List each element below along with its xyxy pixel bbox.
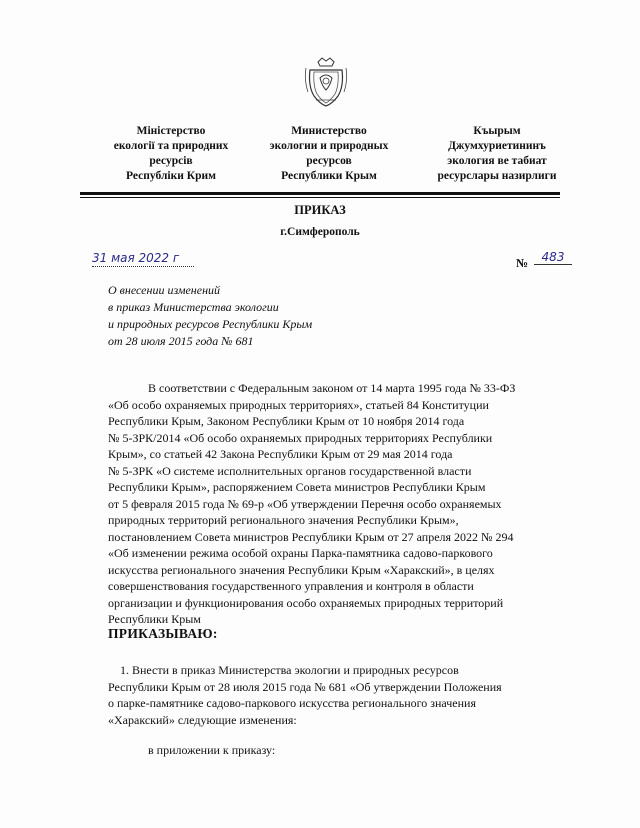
order-subject: О внесении изменений в приказ Министерства экологии и природных ресурсов Республики Крым от 28 июля 2015 года № 681 (108, 283, 313, 348)
header-divider-thick (80, 192, 560, 195)
document-title: ПРИКАЗ (294, 203, 346, 217)
order-heading: ПРИКАЗЫВАЮ: (108, 626, 218, 641)
preamble-paragraph: В соответствии с Федеральным законом от 14 марта 1995 года № 33-ФЗ «Об особо охраняемых природных территориях», статьей 84 Конституции Республики Крым, Законом Республики Крым от 10 ноября 2014 года № 5-ЗРК/2014 «Об особо охраняемых природных территориях Республики Крым», со статьей 42 Закона Республики Крым от 29 мая 2014 года № 5-ЗРК «О системе исполнительных органов государственной власти Республики Крым», распоряжением Совета министров Республики Крым от 5 февраля 2015 года № 69-р «Об утверждении Перечня особо охраняемых природных территорий регионального значения Республики Крым», постановлением Совета министров Республики Крым от 27 апреля 2022 № 294 «Об изменении режима особой охраны Парка-памятника садово-паркового искусства регионального значения Республики Крым «Харакский», в целях совершенствования государственного управления и контроля в области организации и функционирования особо охраняемых природных территорий Республики Крым (108, 381, 516, 626)
number-label: № (516, 256, 529, 270)
header-divider-thin (80, 197, 560, 198)
ministry-name-crimean-tatar: Къырым Джумхуриетининъ экология ве табиат ресурслары назирлиги (437, 125, 557, 182)
ministry-name-russian: Министерство экологии и природных ресурсов Республики Крым (269, 125, 389, 182)
ministry-name-ukrainian: Міністерство екології та природних ресурсів Республіки Крим (113, 125, 229, 182)
order-item-1: 1. Внести в приказ Министерства экологии и природных ресурсов Республики Крым от 28 июля 2015 года № 681 «Об утверждении Положения о парке-памятнике садово-паркового искусства регионального значения «Харакский» следующие изменения: (108, 663, 502, 727)
document-city: г.Симферополь (280, 226, 360, 238)
coat-of-arms-emblem (304, 56, 348, 108)
handwritten-date: 31 мая 2022 г (92, 251, 194, 267)
appendix-line: в приложении к приказу: (148, 743, 276, 757)
handwritten-number: 483 (534, 250, 572, 265)
